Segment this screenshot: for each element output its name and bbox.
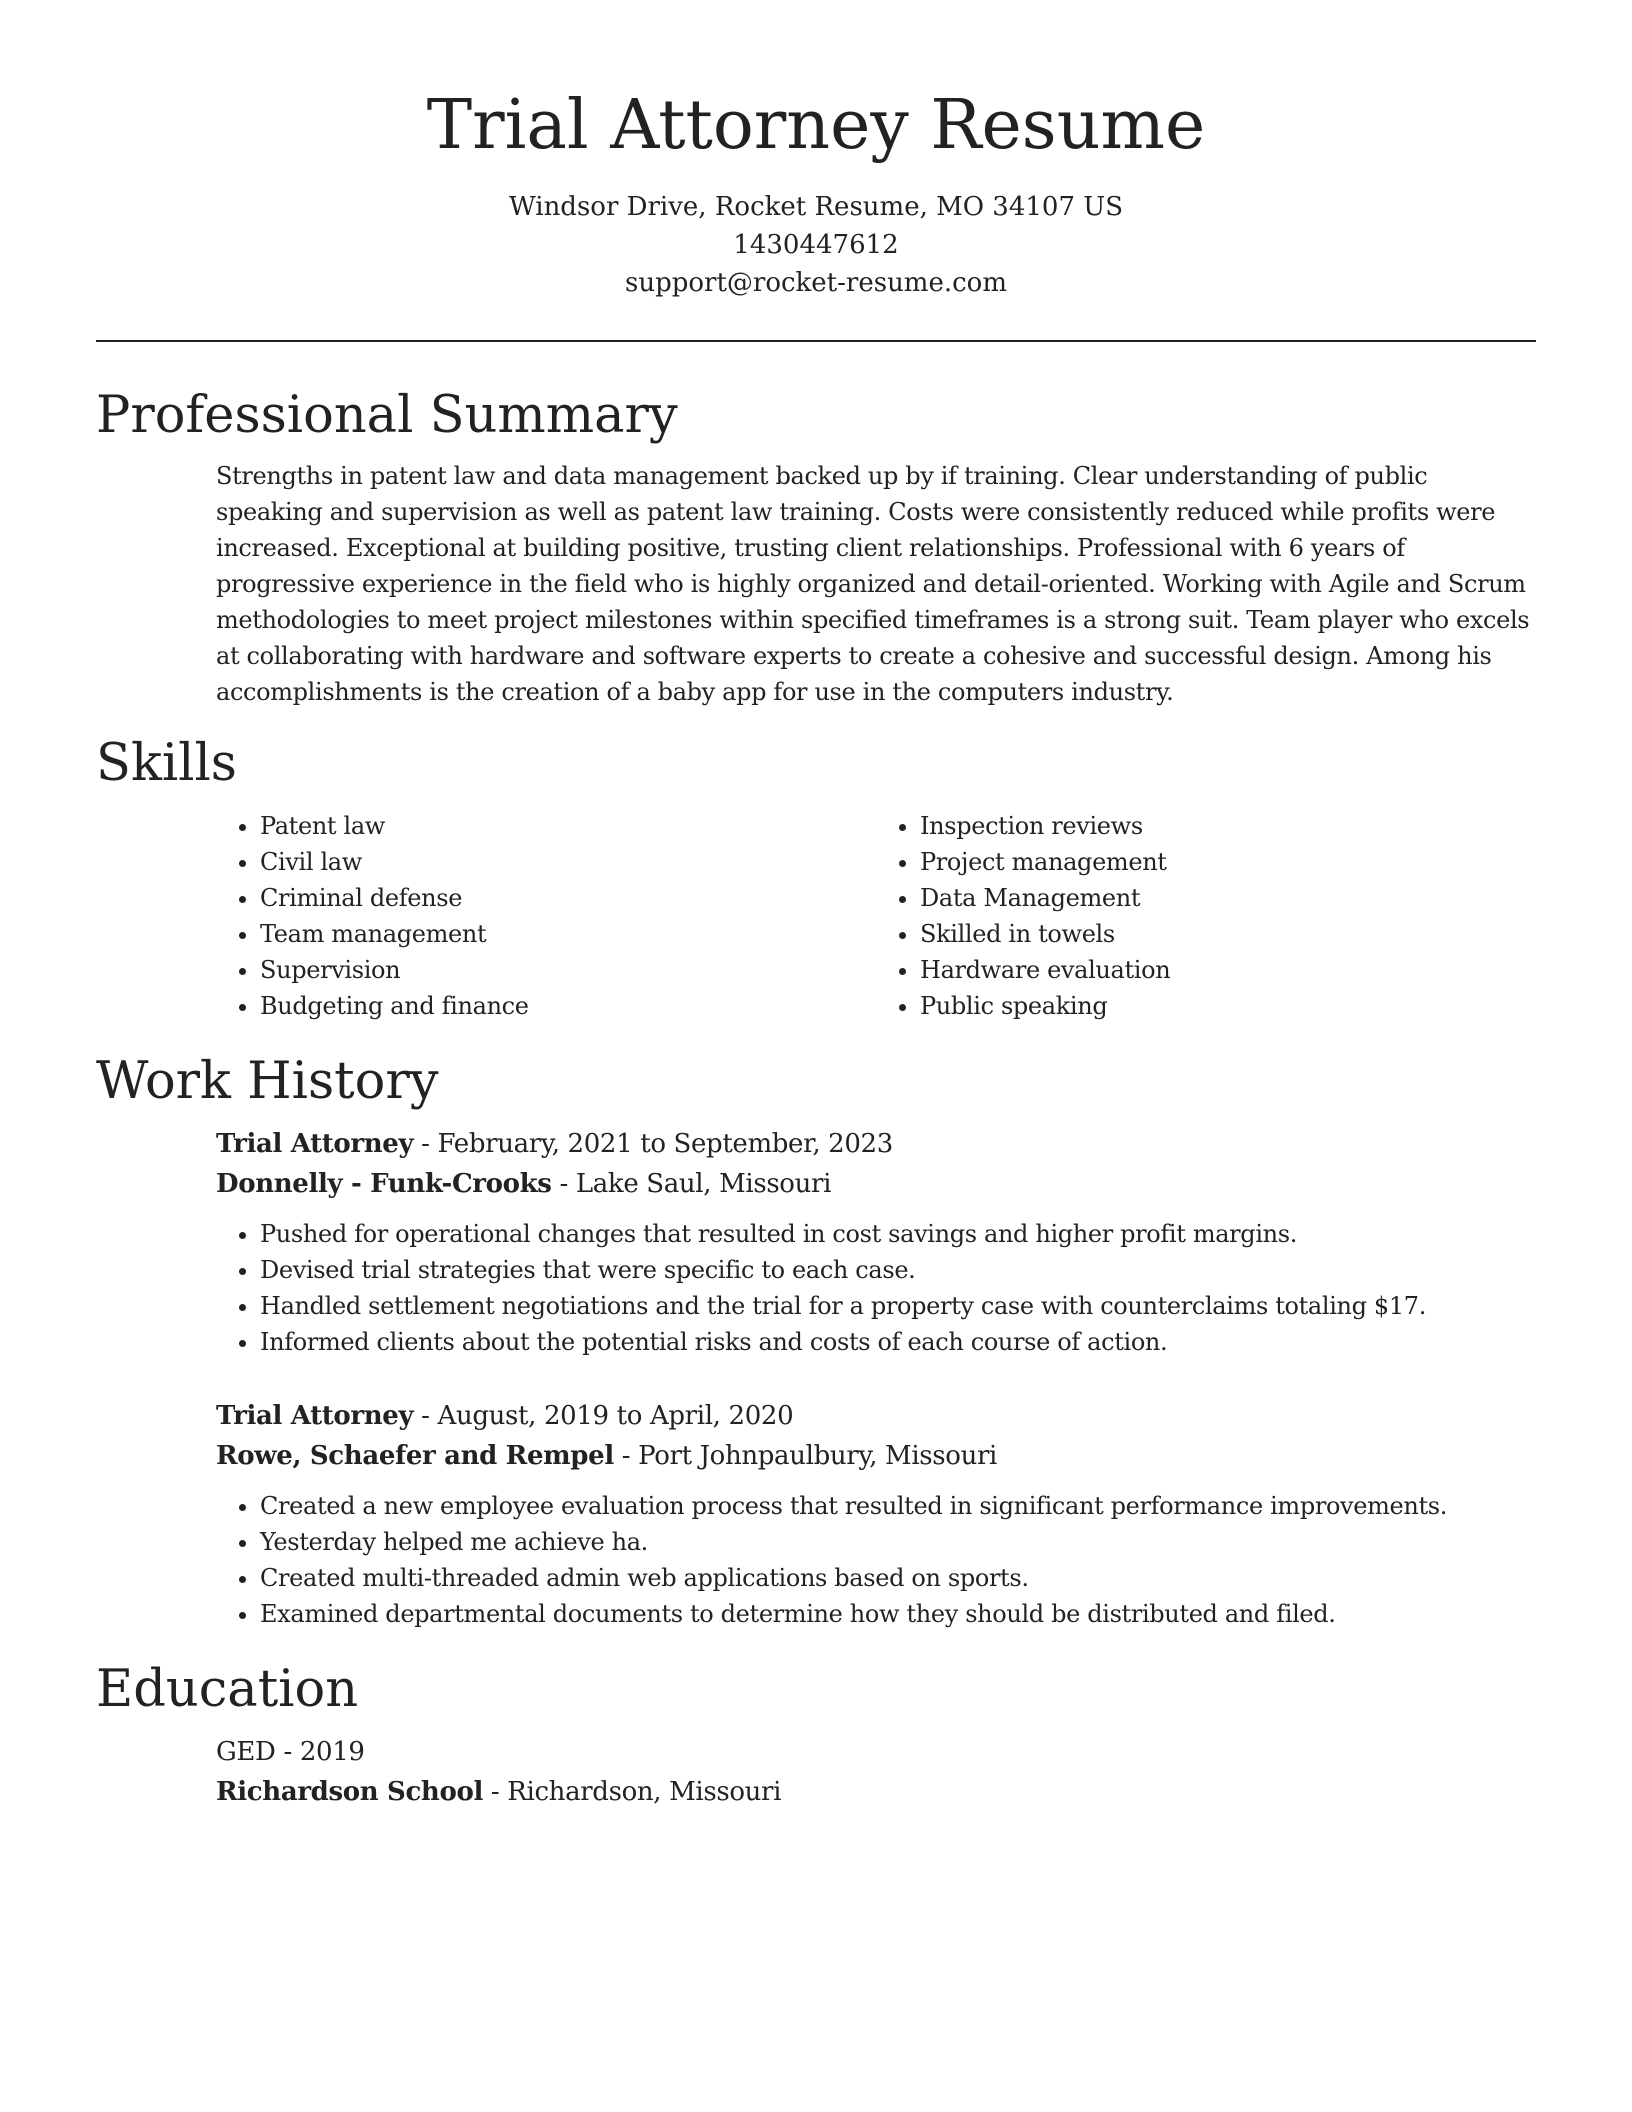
job-role: Trial Attorney: [216, 1401, 414, 1431]
job-company-line: [216, 1164, 1536, 1204]
professional-summary-section: [96, 384, 1536, 710]
job-bullet: • Handled settlement negotiations and the trial for a property case with counterclaims totaling $17.: [260, 1288, 1536, 1324]
job-bullet: • Devised trial strategies that were specific to each case.: [260, 1252, 1536, 1288]
education-degree-line: [216, 1732, 1536, 1772]
separator: -: [413, 1401, 438, 1431]
resume-header: [96, 0, 1536, 302]
job-bullets: [216, 1216, 1536, 1360]
job-bullet: • Created a new employee evaluation process that resulted in significant performance improvements.: [260, 1488, 1536, 1524]
skills-section: [96, 732, 1536, 1024]
header-divider: [96, 340, 1536, 342]
skill-item: • Public speaking: [920, 988, 1536, 1024]
contact-block: [96, 188, 1536, 302]
address: Windsor Drive, Rocket Resume, MO 34107 US: [508, 192, 1124, 222]
job-company: Donnelly - Funk-Crooks: [216, 1169, 552, 1199]
job-entry: [216, 1396, 1536, 1632]
section-title-work-history: Work History: [96, 1052, 439, 1111]
skill-item: • Patent law: [260, 808, 876, 844]
resume-page: [96, 0, 1536, 1812]
section-title-education: Education: [96, 1660, 359, 1719]
skills-grid: [216, 808, 1536, 1024]
skill-item: • Civil law: [260, 844, 876, 880]
skill-item: • Skilled in towels: [920, 916, 1536, 952]
summary-text: Strengths in patent law and data management backed up by if training. Clear understanding of public speaking and supervision as well as patent law training. Costs were consistently reduced while profits were increased. Exceptional at building positive, trusting client relationships. Professional with 6 years of progressive experience in the field who is highly organized and detail-oriented. Working with Agile and Scrum methodologies to meet project milestones within specified timeframes is a strong suit. Team player who excels at collaborating with hardware and software experts to create a cohesive and successful design. Among his accomplishments is the creation of a baby app for use in the computers industry.: [216, 462, 1530, 706]
job-dates: August, 2019 to April, 2020: [437, 1401, 794, 1431]
separator: -: [483, 1777, 508, 1807]
skill-item: • Budgeting and finance: [260, 988, 876, 1024]
skills-list-right: [876, 808, 1536, 1024]
job-title-line: [216, 1396, 1536, 1436]
job-bullets: [216, 1488, 1536, 1632]
education-school: Richardson School: [216, 1777, 483, 1807]
job-company-line: [216, 1436, 1536, 1476]
job-location: Lake Saul, Missouri: [575, 1169, 832, 1199]
work-history-section: [96, 1050, 1536, 1632]
separator: -: [551, 1169, 576, 1199]
job-entry: [216, 1124, 1536, 1360]
job-bullet: • Informed clients about the potential risks and costs of each course of action.: [260, 1324, 1536, 1360]
job-role: Trial Attorney: [216, 1129, 414, 1159]
skill-item: • Project management: [920, 844, 1536, 880]
education-school-line: [216, 1772, 1536, 1812]
separator: -: [413, 1129, 438, 1159]
resume-title: Trial Attorney Resume: [426, 86, 1206, 165]
section-title-skills: Skills: [96, 734, 237, 793]
email: support@rocket-resume.com: [624, 268, 1007, 298]
education-year: 2019: [299, 1737, 365, 1767]
skill-item: • Supervision: [260, 952, 876, 988]
skill-item: • Data Management: [920, 880, 1536, 916]
job-location: Port Johnpaulbury, Missouri: [638, 1441, 998, 1471]
section-title-summary: Professional Summary: [96, 386, 678, 445]
skill-item: • Hardware evaluation: [920, 952, 1536, 988]
phone: 1430447612: [733, 230, 899, 260]
skill-item: • Team management: [260, 916, 876, 952]
skill-item: • Inspection reviews: [920, 808, 1536, 844]
education-section: [96, 1658, 1536, 1812]
separator: -: [275, 1737, 300, 1767]
skill-item: • Criminal defense: [260, 880, 876, 916]
job-dates: February, 2021 to September, 2023: [437, 1129, 893, 1159]
job-title-line: [216, 1124, 1536, 1164]
job-company: Rowe, Schaefer and Rempel: [216, 1441, 614, 1471]
work-history-body: [216, 1124, 1536, 1632]
education-degree: GED: [216, 1737, 276, 1767]
separator: -: [613, 1441, 639, 1471]
job-bullet: • Created multi-threaded admin web applications based on sports.: [260, 1560, 1536, 1596]
job-bullet: • Examined departmental documents to determine how they should be distributed and filed.: [260, 1596, 1536, 1632]
job-bullet: • Pushed for operational changes that resulted in cost savings and higher profit margins.: [260, 1216, 1536, 1252]
job-bullet: • Yesterday helped me achieve ha.: [260, 1524, 1536, 1560]
skills-list-left: [216, 808, 876, 1024]
education-location: Richardson, Missouri: [507, 1777, 782, 1807]
education-entry: [216, 1732, 1536, 1812]
